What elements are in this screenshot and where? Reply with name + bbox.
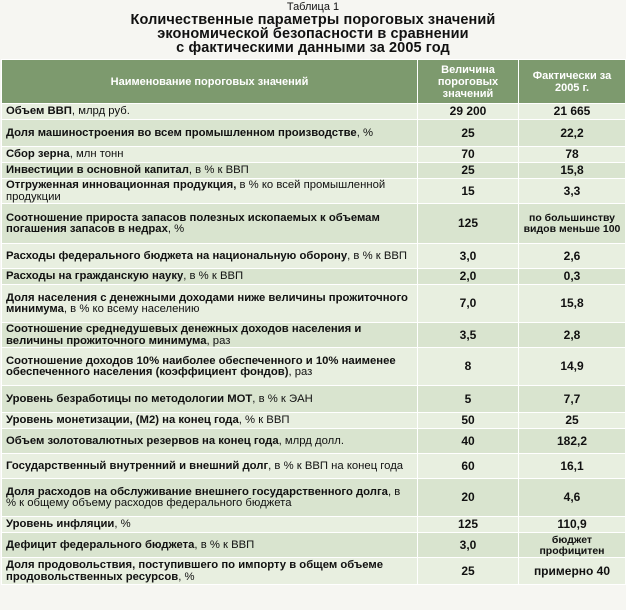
row-name: Доля продовольствия, поступившего по импорту в общем объеме продовольственных ресурсов <box>6 559 384 583</box>
table-body <box>2 104 626 585</box>
table-row <box>2 120 626 147</box>
row-name-cell <box>2 120 418 147</box>
row-unit: , % <box>114 518 131 531</box>
row-threshold: 29 200 <box>418 104 519 120</box>
row-unit: , в % к ВВП на конец года <box>268 459 404 472</box>
row-unit: , в % к общему объему расходов федерального бюджета <box>6 485 401 509</box>
row-unit: , в % к ВВП <box>188 164 249 177</box>
row-threshold: 3,0 <box>418 533 519 558</box>
row-actual: 3,3 <box>519 179 626 204</box>
row-actual: 0,3 <box>519 269 626 285</box>
row-unit: , в % к ВВП <box>183 270 244 283</box>
row-name-cell <box>2 533 418 558</box>
row-threshold: 70 <box>418 147 519 163</box>
row-name: Объем ВВП <box>6 105 72 118</box>
header-threshold: Величина пороговых значений <box>418 60 519 104</box>
row-name: Уровень инфляции <box>6 518 115 531</box>
row-unit: , в % к ЭАН <box>252 392 313 405</box>
row-threshold: 20 <box>418 479 519 517</box>
row-name-cell <box>2 285 418 323</box>
row-name-cell <box>2 323 418 348</box>
row-actual: 7,7 <box>519 386 626 413</box>
row-threshold: 5 <box>418 386 519 413</box>
row-name: Объем золотовалютных резервов на конец года <box>6 434 279 447</box>
row-threshold: 25 <box>418 163 519 179</box>
header-row <box>2 60 626 104</box>
table-row <box>2 147 626 163</box>
row-name: Соотношение среднедушевых денежных доходов населения и величины прожиточного минимума <box>6 323 362 347</box>
row-unit: , % <box>356 126 374 139</box>
row-name-cell <box>2 163 418 179</box>
table-row <box>2 285 626 323</box>
row-threshold: 15 <box>418 179 519 204</box>
row-name-cell <box>2 479 418 517</box>
row-actual: 16,1 <box>519 454 626 479</box>
row-name: Сбор зерна <box>6 148 70 161</box>
table-row <box>2 269 626 285</box>
row-actual: 78 <box>519 147 626 163</box>
row-unit: , раз <box>288 366 313 378</box>
row-name: Доля машиностроения во всем промышленном производстве <box>6 126 357 139</box>
row-threshold: 125 <box>418 204 519 244</box>
row-actual: 21 665 <box>519 104 626 120</box>
row-name-cell <box>2 204 418 244</box>
table-row <box>2 479 626 517</box>
row-actual: 25 <box>519 413 626 429</box>
row-name: Уровень монетизации, (М2) на конец года <box>6 414 239 427</box>
row-name-cell <box>2 517 418 533</box>
table-row <box>2 533 626 558</box>
table-row <box>2 163 626 179</box>
row-name-cell <box>2 179 418 204</box>
row-name-cell <box>2 413 418 429</box>
row-threshold: 3,5 <box>418 323 519 348</box>
row-name: Уровень безработицы по методологии МОТ <box>6 392 253 405</box>
row-actual: бюджет профицитен <box>519 533 626 558</box>
table-row <box>2 429 626 454</box>
row-threshold: 3,0 <box>418 244 519 269</box>
row-threshold: 25 <box>418 558 519 585</box>
row-threshold: 40 <box>418 429 519 454</box>
row-threshold: 7,0 <box>418 285 519 323</box>
row-name: Доля расходов на обслуживание внешнего государственного долга <box>6 485 388 498</box>
row-unit: , в % ко всему населению <box>63 303 200 315</box>
row-actual: 110,9 <box>519 517 626 533</box>
title-line-3: с фактическими данными за 2005 год <box>176 40 450 56</box>
row-name: Инвестиции в основной капитал <box>6 164 189 177</box>
row-actual: 2,8 <box>519 323 626 348</box>
row-name: Соотношение доходов 10% наиболее обеспеченного и 10% наименее обеспеченного населения (коэффициент фондов) <box>6 354 396 378</box>
row-threshold: 125 <box>418 517 519 533</box>
title-line-2: экономической безопасности в сравнении <box>157 26 469 42</box>
row-actual: 14,9 <box>519 348 626 386</box>
row-unit: , млн тонн <box>69 148 124 161</box>
row-threshold: 8 <box>418 348 519 386</box>
row-threshold: 2,0 <box>418 269 519 285</box>
row-unit: , в % к ВВП <box>194 538 255 551</box>
row-actual: по большинству видов меньше 100 <box>519 204 626 244</box>
row-name: Расходы федерального бюджета на национальную оборону <box>6 249 348 262</box>
row-name-cell <box>2 269 418 285</box>
row-unit: в % ко всей промышленной продукции <box>6 179 386 203</box>
table-row <box>2 244 626 269</box>
row-name: Соотношение прироста запасов полезных ископаемых к объемам погашения запасов в недрах <box>6 211 380 235</box>
row-unit: , в % к ВВП <box>347 249 408 262</box>
row-name-cell <box>2 386 418 413</box>
row-unit: , % к ВВП <box>238 414 290 427</box>
table-row <box>2 386 626 413</box>
table-row <box>2 323 626 348</box>
row-name-cell <box>2 147 418 163</box>
row-name: Дефицит федерального бюджета <box>6 538 195 551</box>
table-row <box>2 558 626 585</box>
table-title <box>0 13 626 55</box>
row-unit: , млрд руб. <box>71 105 130 118</box>
row-actual: 4,6 <box>519 479 626 517</box>
row-name-cell <box>2 104 418 120</box>
thresholds-table <box>1 59 626 585</box>
table-row <box>2 104 626 120</box>
row-name: Отгруженная инновационная продукция, <box>6 179 237 191</box>
table-row <box>2 179 626 204</box>
title-line-1: Количественные параметры пороговых значений <box>130 12 496 28</box>
table-row <box>2 517 626 533</box>
row-unit: , раз <box>206 334 231 347</box>
table-row <box>2 454 626 479</box>
row-threshold: 50 <box>418 413 519 429</box>
row-actual: 15,8 <box>519 163 626 179</box>
row-name-cell <box>2 348 418 386</box>
row-actual: 2,6 <box>519 244 626 269</box>
row-name-cell <box>2 558 418 585</box>
row-name: Расходы на гражданскую науку <box>6 270 184 283</box>
row-name-cell <box>2 244 418 269</box>
header-name: Наименование пороговых значений <box>2 60 418 104</box>
row-name-cell <box>2 429 418 454</box>
table-row <box>2 348 626 386</box>
table-row <box>2 204 626 244</box>
row-actual: 15,8 <box>519 285 626 323</box>
row-actual: 182,2 <box>519 429 626 454</box>
table-caption: Таблица 1 <box>286 1 340 13</box>
table-row <box>2 413 626 429</box>
row-actual: примерно 40 <box>519 558 626 585</box>
row-actual: 22,2 <box>519 120 626 147</box>
row-unit: , % <box>167 223 185 235</box>
row-threshold: 60 <box>418 454 519 479</box>
row-unit: , % <box>178 570 195 583</box>
row-name-cell <box>2 454 418 479</box>
row-threshold: 25 <box>418 120 519 147</box>
row-unit: , млрд долл. <box>278 434 344 447</box>
header-actual: Фактически за 2005 г. <box>519 60 626 104</box>
row-name: Доля населения с денежными доходами ниже величины прожиточного минимума <box>6 291 408 315</box>
row-name: Государственный внутренний и внешний долг <box>6 459 269 472</box>
